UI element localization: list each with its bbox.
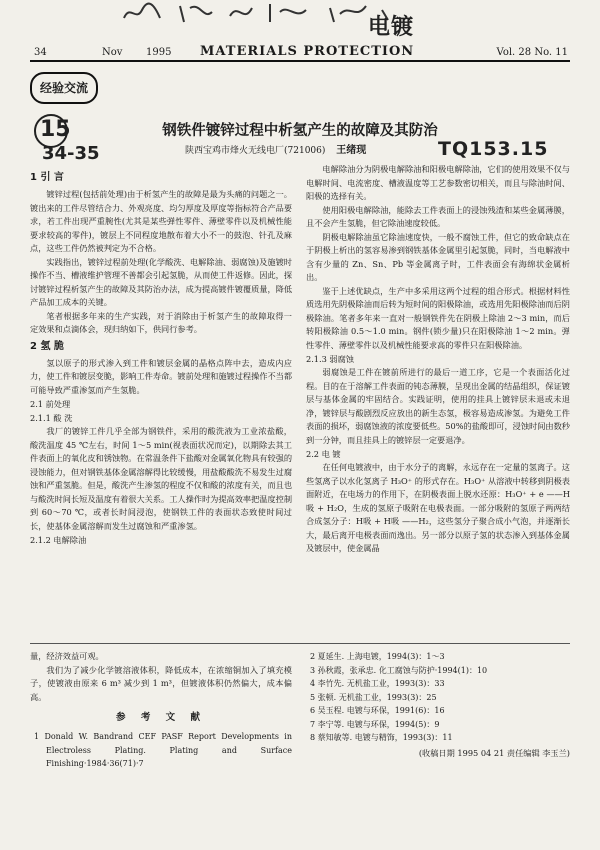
received-date-editor: (收稿日期 1995 04 21 责任编辑 李玉兰) <box>418 747 570 758</box>
reference-item: 6 吴玉程. 电镀与环保，1991(6)：16 <box>310 706 445 715</box>
byline <box>185 141 366 156</box>
handwritten-note-plating: 电镀 <box>368 15 415 40</box>
subsection-heading: 2.1.3 弱腐蚀 <box>306 354 354 364</box>
paragraph: 电解除油分为阴极电解除油和阳极电解除油，它们的使用效果不仅与电解时间、电流密度、槽液温度等工艺参数密切相关，而且与除油时间、阳极的选择有关。 <box>306 164 570 201</box>
paragraph: 鉴于上述优缺点，生产中多采用这两个过程的组合形式。根据材料性质选用先阴极除油而后转为短时间的阳极除油，或选用先阳极除油而后阴极除油。笔者多年来一直对一般钢铁件先在阴极上除油 2～3 min，而后转阳极除油 0.5～1.0 min。钢件(锁少量)只在阳极除油 1～2 min。弹性零件、薄壁零件以及机械性能要求高的零件只在阳极除油。 <box>306 285 570 350</box>
header-page-number: 34 <box>34 47 47 58</box>
handwritten-classification: TQ153.15 <box>438 138 549 160</box>
article-separator <box>30 643 570 644</box>
paragraph: 镀锌过程(包括前处理)由于析氢产生的故障是最为头痛的问题之一。镀出来的工件尽管结合力、外观亮度、均匀厚度及厚度等指标符合产品要求，若工件出现严重腕性(尤其是某些弹性零件、薄壁零件以及机械性能要求较高的零件)，镀层上不同程度地散布着大小不一的鼓泡、针孔及麻点，这些工件仍然被判定为不合格。 <box>30 189 293 253</box>
left-column <box>30 168 292 547</box>
reference-list <box>306 650 570 760</box>
right-column <box>306 163 570 556</box>
column-badge: 经验交流 <box>30 72 98 104</box>
handwritten-page-range: 34-35 <box>42 143 100 164</box>
paragraph: 在任何电镀液中，由于水分子的离解，永远存在一定量的氢离子。这些氢离子以水化氢离子 H₃O⁺ 的形式存在。H₃O⁺ 从溶液中转移到阴极表面附近，在电场力的作用下，在阴极表面上脱水还原：H₃O⁺ + e ——H吸 + H₂O，生成的氢原子吸附在电极表面。一部分吸附的氢原子两两结合成氢分子：H吸 + H吸 ——H₂，这些氢分子聚合成小气泡，并逐渐长大，最后离开电极表面而逸出。另一部分以原子氢的状态渗入到基体金属及镀层中，使金属晶 <box>306 462 570 553</box>
previous-article-tail <box>30 650 292 771</box>
author-affiliation: 陕西宝鸡市烽火无线电厂(721006) <box>185 146 326 156</box>
paragraph: 我厂的镀锌工件几乎全部为钢铁件，采用的酸洗液为工业浓盐酸，酸洗温度 45 ℃左右，时间 1～5 min(视表面状况而定)，以期除去其工件表面上的氧化皮和锈蚀物。在常温条件下盐酸对金属氧化物具有较强的浸蚀能力，但对钢铁基体金属溶解得比较缓慢，用盐酸酸洗不易发生过腐蚀和严重氢脆。但是，酸洗产生渗氢的程度不仅和酸的浓度有关，而且也与酸洗时间长短及温度有着很大关系。工人操作时为提高效率把温度控制到 60～70 ℃，或者长时间浸泡，使钢铁工件的表面状态致使时间过长，使基体金属溶解而发生过腐蚀和严重渗氢。 <box>30 426 293 531</box>
header-volume-issue: Vol. 28 No. 11 <box>496 47 568 58</box>
reference-item: 3 孙秋霞，张承忠. 化工腐蚀与防护·1994(1)：10 <box>310 665 488 675</box>
header-month: Nov <box>102 47 123 58</box>
section-heading: 2 氢 脆 <box>30 340 64 352</box>
subsection-heading: 2.2 电 镀 <box>306 449 341 459</box>
reference-item: 1 Donald W. Bandrand CEF PASF Report Developments in Electroless Plating. Plating and Surface Finishing·1984·36(71)·7 <box>34 732 292 768</box>
paragraph: 使用阳极电解除油，能除去工件表面上的浸蚀残渣和某些金属薄膜，且不会产生氢脆，但它除油速度较低。 <box>306 204 570 228</box>
subsection-heading: 2.1.1 酸 洗 <box>30 413 73 423</box>
reference-item: 4 李竹先. 无机盐工业，1993(3)：33 <box>310 679 445 688</box>
header-journal-name: MATERIALS PROTECTION <box>200 44 415 59</box>
running-header <box>30 44 570 62</box>
paragraph: 弱腐蚀是工件在镀前所进行的最后一道工序，它是一个表面活化过程。目的在于溶解工件表面的钝态薄膜，呈现出金属的结晶组织，保证镀层与基体金属的牢固结合。实践证明，使用的挂具上镀锌层未退或未退净，镀锌层与酸剧烈反应放出的新生态氢，极容易造成渗氢。为避免工件表面的损坏，弱腐蚀液的浓度要低些。50%的盐酸即可，浸蚀时间由数秒到一分钟，而且挂具上的镀锌层一定要退净。 <box>306 367 570 445</box>
reference-item: 5 张顿. 无机盐工业，1993(3)：25 <box>310 692 437 702</box>
reference-item: 2 夏延生. 上海电镀，1994(3)：1～3 <box>310 652 445 661</box>
reference-item: 8 蔡知敏等. 电镀与精饰，1993(3)：11 <box>310 733 453 742</box>
article-title: 钢铁件镀锌过程中析氢产生的故障及其防治 <box>162 123 438 139</box>
references-heading: 参 考 文 献 <box>116 712 206 723</box>
subsection-heading: 2.1.2 电解除油 <box>30 535 87 545</box>
author-name: 王绪现 <box>336 145 367 156</box>
paragraph: 阴极电解除油虽它除油速度快，一般不腐蚀工件，但它的致命缺点在于阴极上析出的氢容易渗到钢铁基体金属里引起氢脆，同时，当电解液中含有少量的 Zn、Sn、Pb 等金属离子时，工件表面会有海绵状金属析出。 <box>306 231 570 282</box>
section-heading: 1 引 言 <box>30 172 64 183</box>
paragraph: 氢以原子的形式渗入到工件和镀层金属的晶格点阵中去，造成内应力，使工件和镀层变脆，影响工件寿命。镀前处理和施镀过程操作不当都可能导致严重渗氢而产生氢脆。 <box>30 357 293 395</box>
paragraph: 实践指出，镀锌过程前处理(化学酸洗、电解除油、弱腐蚀)及施镀时操作不当、槽液维护管理不善都会引起氢脆，从而使工件返修。因此，探讨镀锌过程析氢产生的故障及其防治办法，成为提高镀件镀覆质量，降低产品加工成本的关键。 <box>30 256 293 307</box>
reference-item: 7 李宁等. 电镀与环保，1994(5)：9 <box>310 719 440 729</box>
paragraph: 我们为了减少化学镀溶液体积，降低成本，在浓缩铜加入了填充模子，使镀液由原来 6 m³ 减少到 1 m³，但镀液体积仍然偏大，成本偏高。 <box>30 664 292 702</box>
subsection-heading: 2.1 前处理 <box>30 399 71 409</box>
paragraph: 笔者根据多年来的生产实践，对于消除由于析氢产生的故障取得一定效果和点滴体会，现归纳如下，供同行参考。 <box>30 310 292 334</box>
paragraph: 量，经济效益可观。 <box>30 651 104 661</box>
handwritten-article-number: 15 <box>40 117 71 142</box>
header-year: 1995 <box>146 47 172 58</box>
